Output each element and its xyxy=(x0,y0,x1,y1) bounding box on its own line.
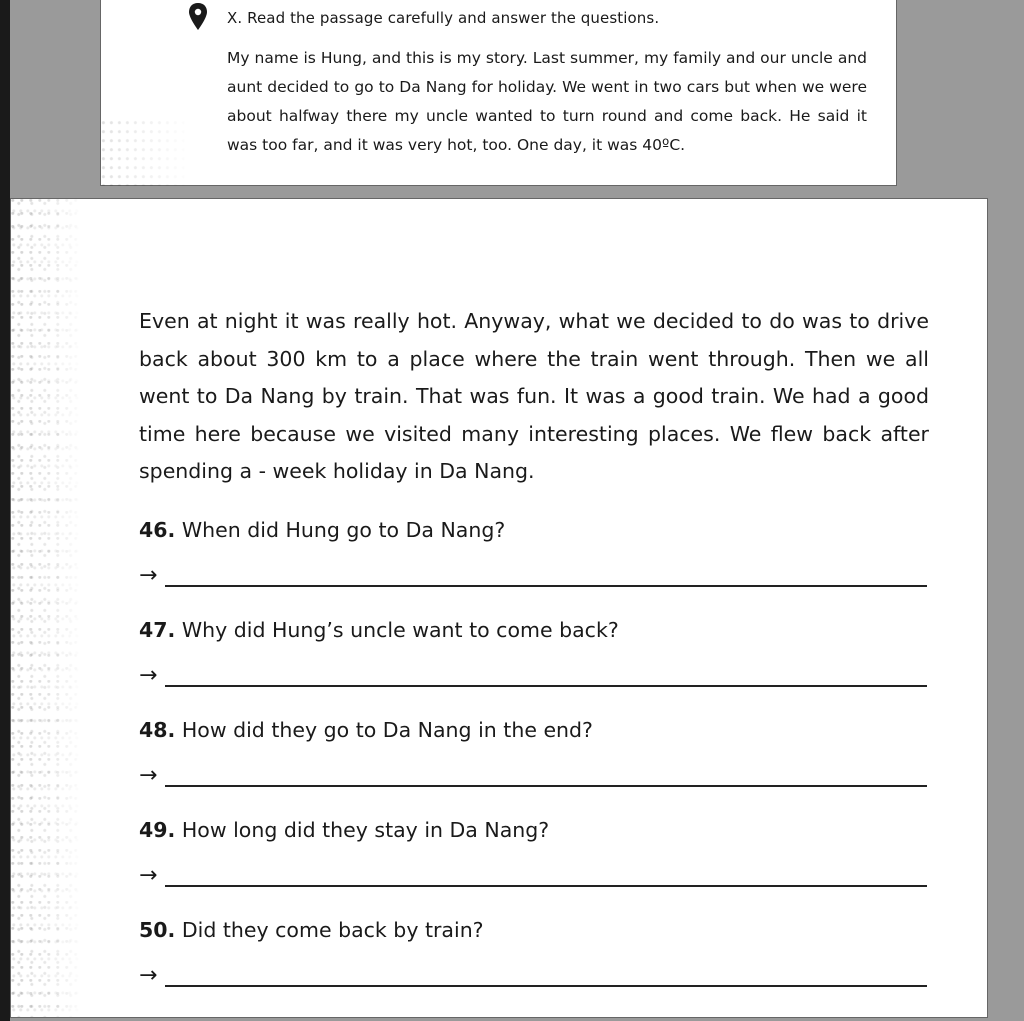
arrow-icon: → xyxy=(139,863,158,888)
intro-passage: My name is Hung, and this is my story. Last summer, my family and our uncle and aunt decided to go to Da Nang for holiday. We went in two cars but when we were about halfway there my uncle wanted to turn round and come back. He said it was too far, and it was very hot, too. One day, it was 40ºC. xyxy=(227,49,867,154)
left-border-strip xyxy=(0,0,10,1021)
question-50 xyxy=(139,917,929,943)
answer-blank[interactable] xyxy=(165,585,927,587)
answer-line-46[interactable] xyxy=(139,561,929,591)
answer-line-50[interactable] xyxy=(139,961,929,991)
question-text: How did they go to Da Nang in the end? xyxy=(181,718,593,742)
answer-blank[interactable] xyxy=(165,885,927,887)
question-number: 48. xyxy=(139,718,176,742)
answer-blank[interactable] xyxy=(165,985,927,987)
answer-line-48[interactable] xyxy=(139,761,929,791)
answer-blank[interactable] xyxy=(165,785,927,787)
top-page-fragment xyxy=(100,0,897,186)
question-47 xyxy=(139,617,929,643)
arrow-icon: → xyxy=(139,663,158,688)
answer-blank[interactable] xyxy=(165,685,927,687)
scan-speckle xyxy=(11,199,83,1018)
question-46 xyxy=(139,517,929,543)
question-number: 46. xyxy=(139,518,176,542)
section-title: X. Read the passage carefully and answer the questions. xyxy=(227,9,660,27)
answer-line-47[interactable] xyxy=(139,661,929,691)
arrow-icon: → xyxy=(139,763,158,788)
question-number: 49. xyxy=(139,818,176,842)
worksheet-page xyxy=(10,198,988,1018)
question-text: When did Hung go to Da Nang? xyxy=(181,518,506,542)
answer-line-49[interactable] xyxy=(139,861,929,891)
question-text: How long did they stay in Da Nang? xyxy=(181,818,550,842)
question-48 xyxy=(139,717,929,743)
question-text: Did they come back by train? xyxy=(181,918,484,942)
location-pin-icon xyxy=(187,2,209,32)
question-text: Why did Hung’s uncle want to come back? xyxy=(181,618,619,642)
scan-speckle xyxy=(101,120,191,186)
question-49 xyxy=(139,817,929,843)
reading-passage: Even at night it was really hot. Anyway, what we decided to do was to drive back about 300 km to a place where the train went through. Then we all went to Da Nang by train. That was fun. It was a good train. We had a good time here because we visited many interesting places. We flew back after spending a - week holiday in Da Nang. xyxy=(139,309,929,483)
arrow-icon: → xyxy=(139,563,158,588)
question-number: 47. xyxy=(139,618,176,642)
question-number: 50. xyxy=(139,918,176,942)
arrow-icon: → xyxy=(139,963,158,988)
